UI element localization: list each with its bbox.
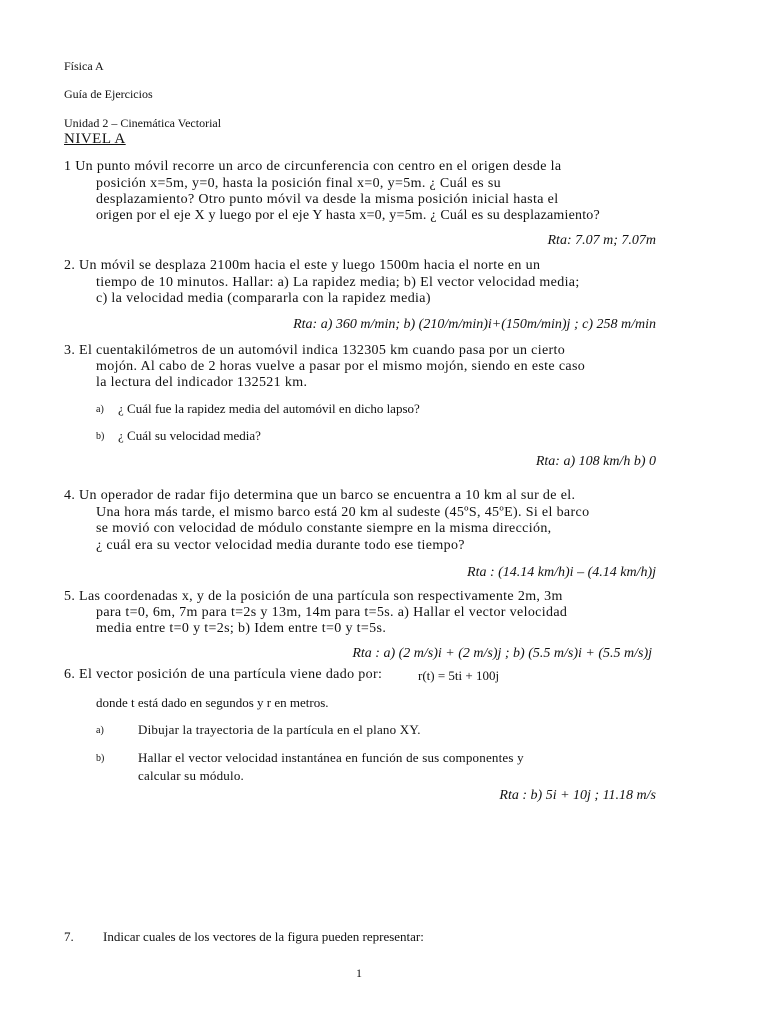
problem-text-line: 5. Las coordenadas x, y de la posición de una partícula son respectivamente 2m, 3m xyxy=(64,589,563,604)
answer-text: Rta : (14.14 km/h)i – (4.14 km/h)j xyxy=(467,565,656,580)
problem-text-line: 1 Un punto móvil recorre un arco de circunferencia con centro en el origen desde la xyxy=(64,159,562,174)
unit-title: Unidad 2 – Cinemática Vectorial xyxy=(64,116,222,130)
problem-text-line: 2. Un móvil se desplaza 2100m hacia el este y luego 1500m hacia el norte en un xyxy=(64,258,541,273)
item-marker: a) xyxy=(96,725,104,736)
problem-text-line: 6. El vector posición de una partícula viene dado por: xyxy=(64,667,383,682)
item-marker: a) xyxy=(96,404,104,415)
problem-text-line: 3. El cuentakilómetros de un automóvil indica 132305 km cuando pasa por un cierto xyxy=(64,343,566,358)
problem-text-line: Una hora más tarde, el mismo barco está 20 km al sudeste (45ºS, 45ºE). Si el barco xyxy=(96,505,590,520)
level-heading: NIVEL A xyxy=(64,131,126,147)
item-text: calcular su módulo. xyxy=(138,768,244,783)
problem-text-line: origen por el eje X y luego por el eje Y hasta x=0, y=5m. ¿ Cuál es su desplazamiento? xyxy=(96,208,600,223)
problem-text-line: ¿ cuál era su vector velocidad media durante todo ese tiempo? xyxy=(96,538,465,553)
problem-text-line: tiempo de 10 minutos. Hallar: a) La rapidez media; b) El vector velocidad media; xyxy=(96,275,580,290)
problem-text-line: c) la velocidad media (compararla con la rapidez media) xyxy=(96,291,431,306)
problem-number: 7. xyxy=(64,929,74,944)
item-marker: b) xyxy=(96,753,105,764)
problem-text-line: se movió con velocidad de módulo constante siempre en la misma dirección, xyxy=(96,521,552,536)
problem-text-line: 4. Un operador de radar fijo determina que un barco se encuentra a 10 km al sur de el. xyxy=(64,488,576,503)
problem-text-line: media entre t=0 y t=2s; b) Idem entre t=0 y t=5s. xyxy=(96,621,387,636)
problem-text-line: mojón. Al cabo de 2 horas vuelve a pasar por el mismo mojón, siendo en este caso xyxy=(96,359,586,374)
item-text: ¿ Cuál su velocidad media? xyxy=(118,428,261,443)
answer-text: Rta: 7.07 m; 7.07m xyxy=(547,233,656,248)
problem-text-line: donde t está dado en segundos y r en metros. xyxy=(96,695,329,710)
problem-text-line: posición x=5m, y=0, hasta la posición final x=0, y=5m. ¿ Cuál es su xyxy=(96,176,501,191)
item-marker: b) xyxy=(96,431,105,442)
item-text: Hallar el vector velocidad instantánea en función de sus componentes y xyxy=(138,750,524,765)
answer-text: Rta: a) 108 km/h b) 0 xyxy=(535,454,656,469)
item-text: ¿ Cuál fue la rapidez media del automóvil en dicho lapso? xyxy=(118,401,420,416)
guide-title: Guía de Ejercicios xyxy=(64,87,153,101)
page-number: 1 xyxy=(356,966,362,980)
problem-text-line: para t=0, 6m, 7m para t=2s y 13m, 14m para t=5s. a) Hallar el vector velocidad xyxy=(96,605,568,620)
item-text: Dibujar la trayectoria de la partícula en el plano XY. xyxy=(138,722,421,737)
answer-text: Rta: a) 360 m/min; b) (210/m/min)i+(150m/min)j ; c) 258 m/min xyxy=(293,317,656,332)
problem-text-line: desplazamiento? Otro punto móvil va desde la misma posición inicial hasta el xyxy=(96,192,559,207)
answer-text: Rta : b) 5i + 10j ; 11.18 m/s xyxy=(499,788,656,803)
answer-text: Rta : a) (2 m/s)i + (2 m/s)j ; b) (5.5 m/s)i + (5.5 m/s)j xyxy=(352,646,652,661)
problem-text-line: Indicar cuales de los vectores de la figura pueden representar: xyxy=(103,929,424,944)
formula: r(t) = 5ti + 100j xyxy=(418,668,500,683)
problem-text-line: la lectura del indicador 132521 km. xyxy=(96,375,308,390)
course-title: Física A xyxy=(64,59,104,73)
